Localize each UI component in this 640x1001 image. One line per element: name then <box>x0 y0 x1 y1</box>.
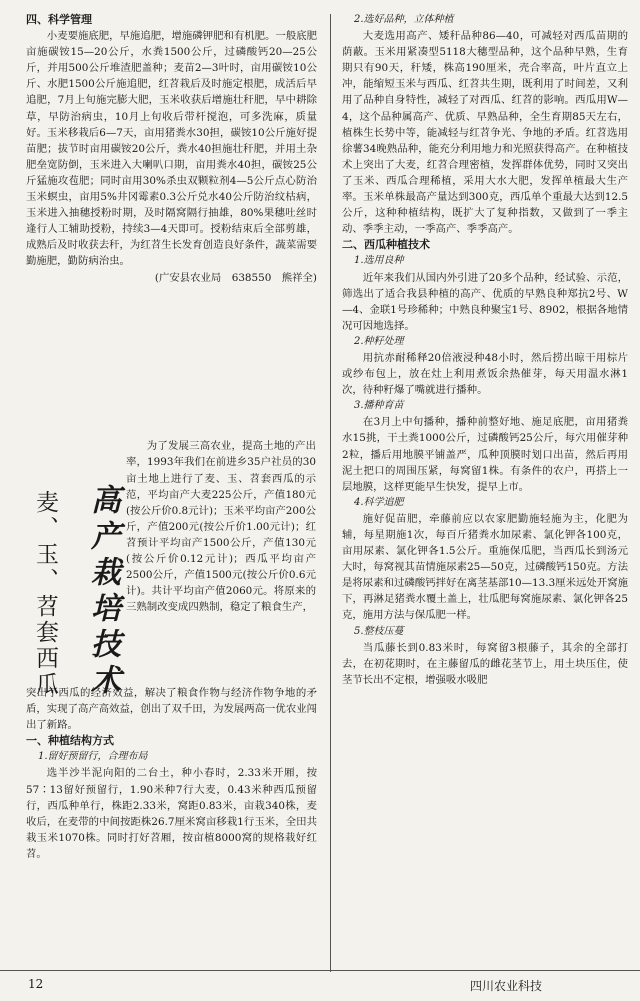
watermelon-sub1-heading: 1.选用良种 <box>354 255 404 267</box>
watermelon-sub5-heading: 5.整枝压蔓 <box>354 625 404 637</box>
watermelon-sub4-heading: 4.科学追肥 <box>354 496 404 508</box>
watermelon-sub3-heading: 3.播种育苗 <box>354 400 404 412</box>
author-signature: (广安县农业局 638550 熊祥全) <box>154 271 317 284</box>
subsection1-heading: 1.留好预留行，合理布局 <box>38 751 148 763</box>
journal-name: 四川农业科技 <box>470 979 543 993</box>
article-title: 高产栽培技术 <box>85 484 120 700</box>
left-column-top <box>26 12 317 286</box>
page-number: 12 <box>28 977 44 991</box>
watermelon-sub4-text: 施好促苗肥，牵藤前应以农家肥勤施轻施为主，化肥为辅，每星期施1次，每百斤猪粪水加尿素、氯化钾各100克，亩用尿素、氯化钾各1.5公斤。重施保瓜肥，当西瓜长到汤元大时，每窝视其苗情施尿素25—50克，过磷酸钙150克。方法是将尿素和过磷酸钙拌好在离茎基部10—13.3厘米远处开窝施下，再淋足猪粪水覆土盖上，壮瓜肥每窝施尿素、氯化钾各25克，施用方法与保瓜肥一样。 <box>342 512 628 622</box>
left-column-continuation <box>26 685 317 862</box>
section2-heading: 二、西瓜种植技术 <box>342 238 430 252</box>
section4-heading: 四、科学管理 <box>26 13 92 26</box>
section4-paragraph: 小麦要施底肥，早施追肥，增施磷钾肥和有机肥。一般底肥亩施碳铵15—20公斤，水粪1500公斤，过磷酸钙20—25公斤，并用500公斤堆渣肥盖种；麦苗2—3叶时，亩用碳铵10公斤、水肥1500公斤施追肥，红苕栽后及时施定根肥，成活后早追肥，7月上旬施完膨大肥，玉米收获后增施壮秆肥，早中耕除草，早防治病虫，10月上旬收后带杆搅泡，可多洗麻，质量好。玉米移栽后6—7天，亩用猪粪水30担，碳铵10公斤施好提苗肥；拔节时亩用碳铵20公斤，粪水40担施壮秆肥，并用土杂肥垒宽防倒，玉米进入大喇叭口期，亩用粪水40担，碳铵25公斤猛施攻苞肥；同时亩用30%杀虫双颗粒剂4—5公斤点心防治玉米螟虫，亩用5%井冈霉素0.3公斤兑水40公斤防治纹枯病，玉米进入抽穗授粉时期，及时隔窝隔行抽雄，80%果穗吐丝时逢行人工辅助授粉，持续3—4天即可。授粉结束后全部剪雄，成熟后及时收获去秆，为红苕生长发育创造良好条件，蔬菜需要勤施肥，勤防病治虫。 <box>26 30 317 268</box>
subsection2-heading: 2.选好品种，立体种植 <box>354 14 454 25</box>
section1-heading: 一、种植结构方式 <box>26 734 114 748</box>
watermelon-sub5-text: 当瓜藤长到0.83米时，每窝留3根藤子，其余的全部打去，在初花期时，在主藤留瓜的雌花茎节上，用土块压住，使茎节长出不定根，增强吸水吸肥 <box>342 641 628 686</box>
watermelon-sub3-text: 在3月上中旬播种，播种前整好地、施足底肥，亩用猪粪水15挑，干土粪1000公斤，过磷酸钙25公斤，每穴用催芽种2粒，播后用地膜平铺盖严，瓜种顶膜时划口出苗，然后再用泥土把口的周围压紧，每窝留1株。有条件的农户，再搭上一层地膜，这样更能早生快发，提早上市。 <box>342 416 628 493</box>
article-crops-title: 麦、玉、苕套西瓜 <box>32 490 58 698</box>
article-intro <box>126 428 316 626</box>
subsection2-text: 大麦选用高产、矮秆品种86—40，可减轻对西瓜苗期的荫蔽。玉米用紧凑型5118大穗型品种，这个品种早熟，生育期只有90天，秆矮，株高190厘米，壳合率高，叶片直立上冲，能缩短玉米与西瓜、红苕共生期，既利用了时间差，又利用了品种自身特性，减轻了对西瓜、红苕的影响。西瓜用W—4，这个品种属高产、优质、早熟品种，全生育期85天左右，植株生长势中等，能减轻与红苕争光、争地的矛盾。红苕选用徐薯34晚熟品种，能充分利用地力和光照获得高产。在种植技术上突出了大麦，红苕合理密植，发挥群体优势，同时又突出了玉米、西瓜合理稀植，采用大水大肥，发挥单植最大生产率。玉米单株最高产量达到300克，西瓜单个重最大达到12.5公斤，这种种植结构，既扩大了复种指数，又做到了一季主动、季季主动，一季高产、季季高产。 <box>342 30 628 236</box>
intro-paragraph: 为了发展三高农业，提高土地的产出率，1993年我们在前进乡35户社员的30亩土地上进行了麦、玉、苕套西瓜的示范，平均亩产大麦225公斤，产值180元(按公斤价0.8元计)；玉米平均亩产200公斤，产值200元(按公斤价1.00元计)；红苕预计平均亩产1500公斤，产值130元(按公斤价0.12元计)；西瓜平均亩产2500公斤，产值1500元(按公斤价0.6元计)。共计平均亩产值2060元。将原来的三熟制改变成四熟制，稳定了粮食生产， <box>126 440 316 614</box>
watermelon-sub2-text: 用抗赤耐稀释20倍液浸种48小时，然后捞出晾干用棕片或纱布包上，放在灶上利用煮饭余热催芽，每天用温水淋1次，待种籽爆了嘴就进行播种。 <box>342 351 628 397</box>
column-divider <box>330 14 331 972</box>
page-footer <box>0 970 640 1001</box>
watermelon-sub1-text: 近年来我们从国内外引进了20多个品种，经试验、示范，筛选出了适合我县种植的高产、优质的早熟良种郑抗2号、W—4、金联1号珍稀种；中熟良种聚宝1号、8902，根据各地情况可因地选择。 <box>342 271 628 332</box>
intro-paragraph-continued: 突出了西瓜的经济效益，解决了粮食作物与经济作物争地的矛盾，实现了高产高效益，创出了双千田，为发展两高一优农业闯出了新路。 <box>26 687 317 732</box>
right-column <box>342 12 628 688</box>
watermelon-sub2-heading: 2.种籽处理 <box>354 335 404 347</box>
subsection1-text: 选半沙半泥向阳的二台土，种小春时，2.33米开厢，按57∶13留好预留行，1.90米种7行大麦，0.43米种西瓜预留行，西瓜种单行，株距2.33米，窝距0.83米，亩栽340株，麦收后，在麦带的中间按距株26.7厘米窝亩移栽1行玉米，全田共栽玉米1070株。同时打好苕厢，按亩植8000窝的规格栽好红苕。 <box>26 767 317 860</box>
